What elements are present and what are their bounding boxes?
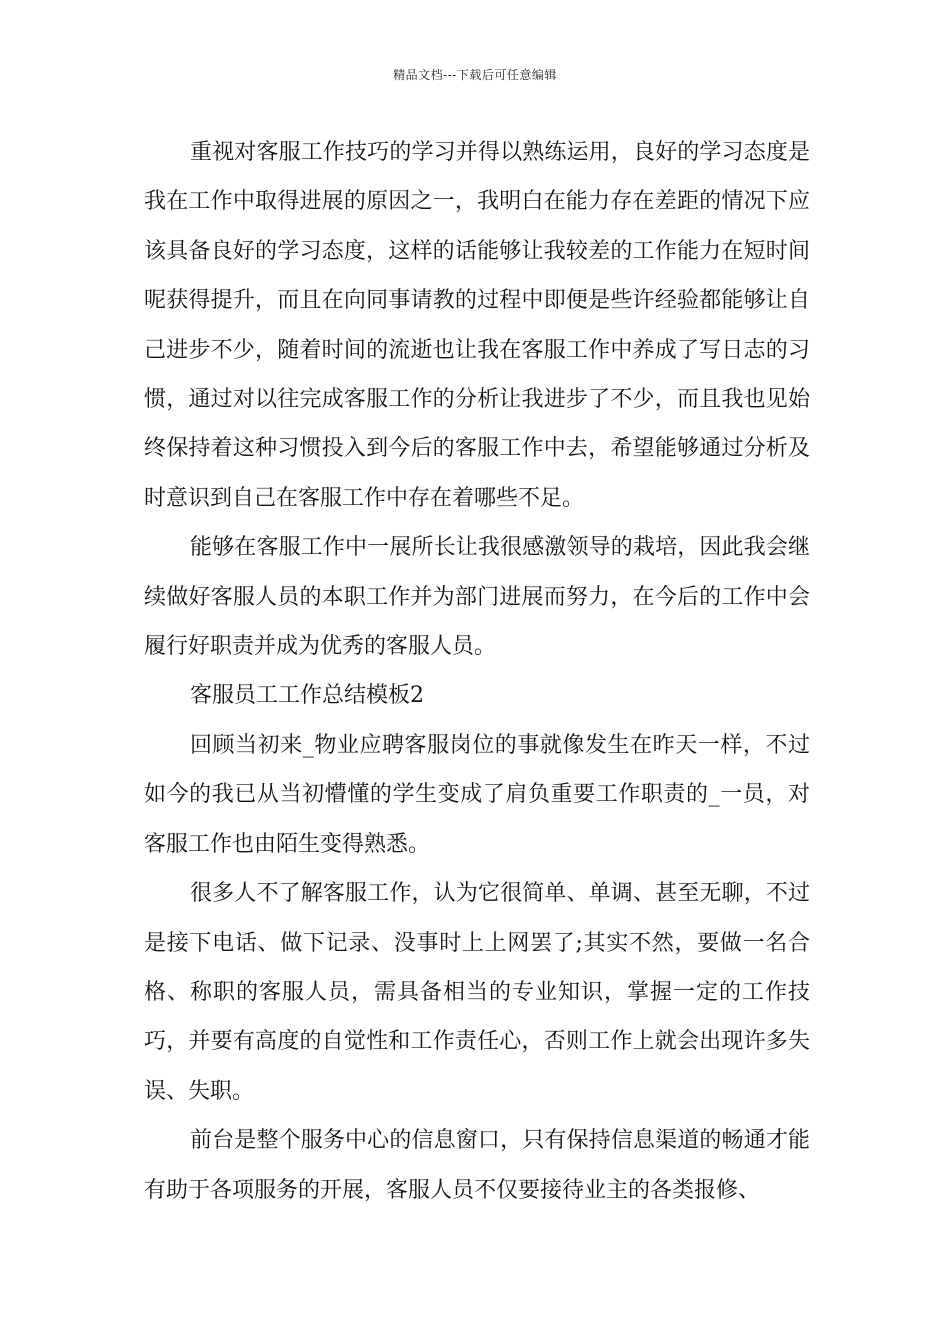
paragraph: 重视对客服工作技巧的学习并得以熟练运用，良好的学习态度是我在工作中取得进展的原因之一，我明白在能力存在差距的情况下应该具备良好的学习态度，这样的话能够让我较差的工作能力在短时间呢获得提升，而且在向同事请教的过程中即便是些许经验都能够让自己进步不少，随着时间的流逝也让我在客服工作中养成了写日志的习惯，通过对以往完成客服工作的分析让我进步了不少，而且我也见始终保持着这种习惯投入到今后的客服工作中去，希望能够通过分析及时意识到自己在客服工作中存在着哪些不足。 xyxy=(144,140,810,511)
section-title: 客服员工工作总结模板2 xyxy=(190,683,424,709)
paragraph: 回顾当初来_物业应聘客服岗位的事就像发生在昨天一样，不过如今的我已从当初懵懂的学生变成了肩负重要工作职责的_一员，对客服工作也由陌生变得熟悉。 xyxy=(144,732,810,857)
document-body xyxy=(144,128,810,1215)
paragraph: 很多人不了解客服工作，认为它很简单、单调、甚至无聊，不过是接下电话、做下记录、没事时上上网罢了;其实不然，要做一名合格、称职的客服人员，需具备相当的专业知识，掌握一定的工作技巧，并要有高度的自觉性和工作责任心，否则工作上就会出现许多失误、失职。 xyxy=(144,881,810,1104)
page-header: 精品文档---下载后可任意编辑 xyxy=(393,68,557,82)
paragraph: 能够在客服工作中一展所长让我很感激领导的栽培，因此我会继续做好客服人员的本职工作并为部门进展而努力，在今后的工作中会履行好职责并成为优秀的客服人员。 xyxy=(144,535,810,660)
paragraph: 前台是整个服务中心的信息窗口，只有保持信息渠道的畅通才能有助于各项服务的开展，客服人员不仅要接待业主的各类报修、 xyxy=(144,1128,810,1203)
